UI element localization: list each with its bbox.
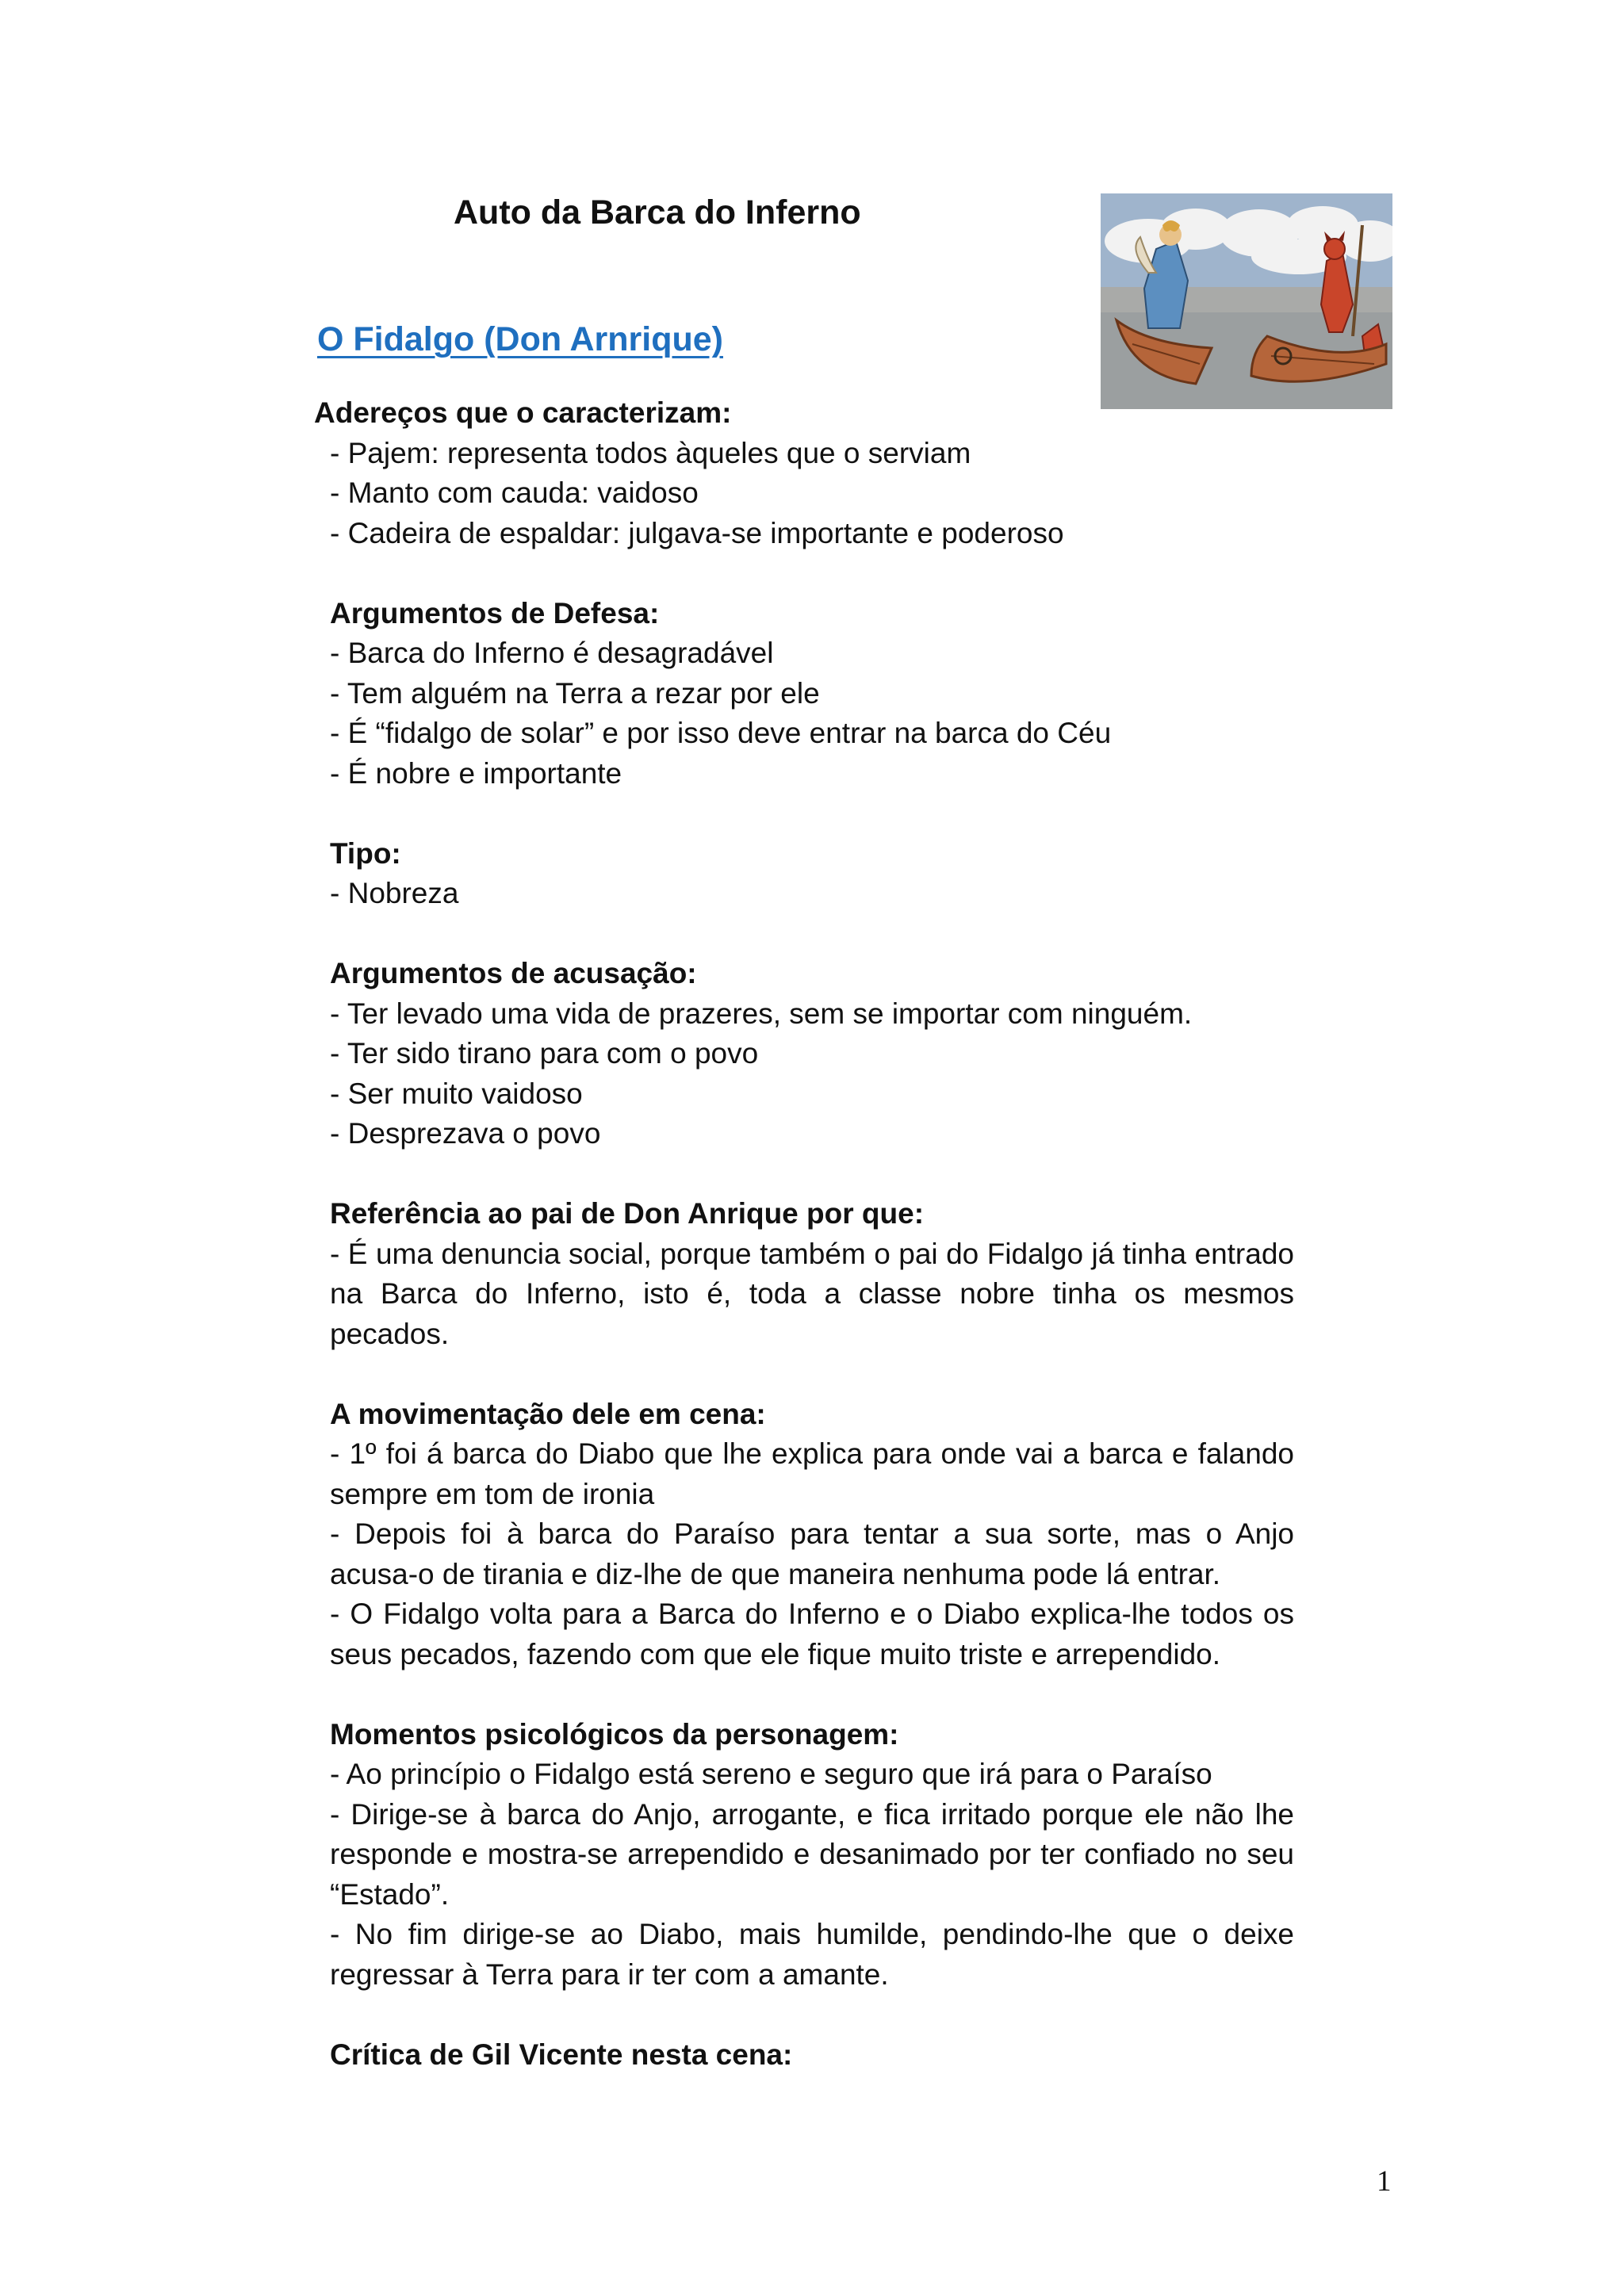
list-item: - Desprezava o povo (330, 1117, 601, 1150)
list-item: - Manto com cauda: vaidoso (330, 476, 699, 509)
paragraph: - O Fidalgo volta para a Barca do Inferno e o Diabo explica-lhe todos os seus pecados, fazendo com que ele fique muito triste e arrependido. (330, 1598, 1294, 1670)
section-heading: Momentos psicológicos da personagem: (330, 1717, 899, 1751)
section-adornments (314, 393, 1294, 553)
list-item: - Ter sido tirano para com o povo (330, 1037, 759, 1070)
section-defense-arguments (330, 594, 1294, 794)
paragraph: - No fim dirige-se ao Diabo, mais humilde, pendindo-lhe que o deixe regressar à Terra para ir ter com a amante. (330, 1918, 1294, 1991)
section-heading: Argumentos de acusação: (330, 957, 697, 989)
section-heading: A movimentação dele em cena: (330, 1397, 766, 1430)
paragraph: - Ao princípio o Fidalgo está sereno e seguro que irá para o Paraíso (330, 1758, 1212, 1790)
list-item: - Cadeira de espaldar: julgava-se importante e poderoso (330, 516, 1064, 549)
section-father-reference (330, 1194, 1294, 1354)
list-item: - Tem alguém na Terra a rezar por ele (330, 676, 820, 710)
section-stage-movement (330, 1395, 1294, 1675)
list-item: - É nobre e importante (330, 756, 622, 790)
list-item: - Pajem: representa todos àqueles que o serviam (330, 436, 971, 469)
section-psychological-moments (330, 1715, 1294, 1996)
paragraph: - É uma denuncia social, porque também o pai do Fidalgo já tinha entrado na Barca do Inferno, isto é, toda a classe nobre tinha os mesmos pecados. (330, 1237, 1294, 1350)
section-heading: Crítica de Gil Vicente nesta cena: (330, 2038, 793, 2071)
document-title: Auto da Barca do Inferno (454, 193, 861, 232)
section-accusation-arguments (330, 954, 1294, 1154)
page-number: 1 (1377, 2165, 1392, 2198)
section-title-link[interactable]: O Fidalgo (Don Arnrique) (317, 320, 723, 358)
boat-scene-illustration (1101, 193, 1392, 409)
section-heading: Argumentos de Defesa: (330, 596, 660, 629)
section-heading: Referência ao pai de Don Anrique por que: (330, 1197, 925, 1230)
section-heading: Tipo: (330, 836, 401, 870)
document-body (314, 393, 1294, 2115)
paragraph: - Depois foi à barca do Paraíso para tentar a sua sorte, mas o Anjo acusa-o de tirania e diz-lhe de que maneira nenhuma pode lá entrar. (330, 1517, 1294, 1590)
paragraph: - 1º foi á barca do Diabo que lhe explica para onde vai a barca e falando sempre em tom de ironia (330, 1437, 1294, 1510)
list-item: - Ter levado uma vida de prazeres, sem se importar com ninguém. (330, 997, 1193, 1030)
paragraph: - Dirige-se à barca do Anjo, arrogante, e fica irritado porque ele não lhe responde e mostra-se arrependido e desanimado por ter confiado no seu “Estado”. (330, 1797, 1294, 1911)
list-item: - Nobreza (330, 877, 459, 909)
section-criticism (330, 2035, 1294, 2076)
list-item: - Ser muito vaidoso (330, 1077, 583, 1110)
section-type (330, 834, 1294, 914)
list-item: - Barca do Inferno é desagradável (330, 637, 774, 669)
list-item: - É “fidalgo de solar” e por isso deve entrar na barca do Céu (330, 717, 1112, 749)
section-heading: Adereços que o caracterizam: (314, 396, 732, 429)
